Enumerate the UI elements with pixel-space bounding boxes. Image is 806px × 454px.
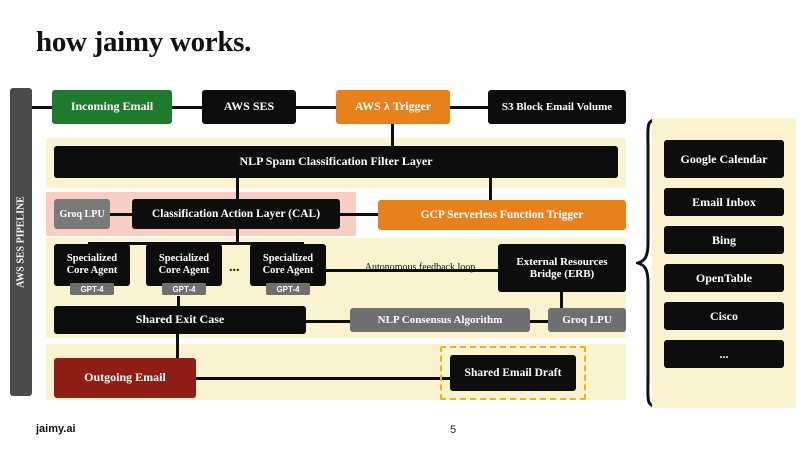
connector-lambda-to-spam [391,124,394,146]
agent-3-model-tag: GPT-4 [266,283,310,295]
node-groq-lpu-left[interactable]: Groq LPU [54,199,110,229]
page-title: how jaimy works. [36,26,252,58]
node-outgoing-email[interactable]: Outgoing Email [54,358,196,398]
connector-incoming-to-ses [172,106,202,109]
agent-1-model-tag: GPT-4 [70,283,114,295]
connector-cal-bus-vertical [236,228,239,242]
integration-item-bing[interactable]: Bing [664,226,784,254]
connector-groqlpu-to-cal [110,213,132,216]
connector-pipeline-to-incoming [32,106,52,109]
node-classification-action-layer[interactable]: Classification Action Layer (CAL) [132,199,340,229]
agents-ellipsis: ... [229,260,240,275]
connector-exit-to-consensus [306,320,350,323]
footer-brand: jaimy.ai [36,423,76,435]
node-shared-exit-case[interactable]: Shared Exit Case [54,306,306,334]
integration-item-google-calendar[interactable]: Google Calendar [664,140,784,178]
connector-draft-row [176,377,456,380]
node-gcp-serverless-trigger[interactable]: GCP Serverless Function Trigger [378,200,626,230]
integration-item-email-inbox[interactable]: Email Inbox [664,188,784,216]
node-external-resources-bridge[interactable]: External Resources Bridge (ERB) [498,244,626,292]
footer-page-number: 5 [450,424,457,436]
node-specialized-core-agent-1[interactable]: Specialized Core Agent [54,244,130,286]
connector-spam-to-gcp [489,178,492,202]
connector-spam-to-cal [236,178,239,200]
aws-ses-pipeline-label: AWS SES PIPELINE [15,196,27,288]
connector-cal-to-gcp [340,213,378,216]
node-nlp-spam-filter[interactable]: NLP Spam Classification Filter Layer [54,146,618,178]
integrations-panel [652,118,796,408]
node-lambda-trigger[interactable]: AWS λ Trigger [336,90,450,124]
aws-ses-pipeline-bar [10,88,32,396]
node-incoming-email[interactable]: Incoming Email [52,90,172,124]
node-s3-block-email-volume[interactable]: S3 Block Email Volume [488,90,626,124]
connector-lambda-to-s3 [450,106,488,109]
node-nlp-consensus-algorithm[interactable]: NLP Consensus Algorithm [350,308,530,332]
connector-consensus-to-groq [530,320,548,323]
autonomous-feedback-loop-label: Autonomous feedback loop [364,262,476,273]
connector-ses-to-lambda [296,106,336,109]
integration-item-more[interactable]: ... [664,340,784,368]
node-specialized-core-agent-2[interactable]: Specialized Core Agent [146,244,222,286]
integration-item-cisco[interactable]: Cisco [664,302,784,330]
agent-2-model-tag: GPT-4 [162,283,206,295]
node-aws-ses[interactable]: AWS SES [202,90,296,124]
node-groq-lpu-right[interactable]: Groq LPU [548,308,626,332]
node-shared-email-draft[interactable]: Shared Email Draft [450,355,576,391]
node-specialized-core-agent-3[interactable]: Specialized Core Agent [250,244,326,286]
integration-item-opentable[interactable]: OpenTable [664,264,784,292]
